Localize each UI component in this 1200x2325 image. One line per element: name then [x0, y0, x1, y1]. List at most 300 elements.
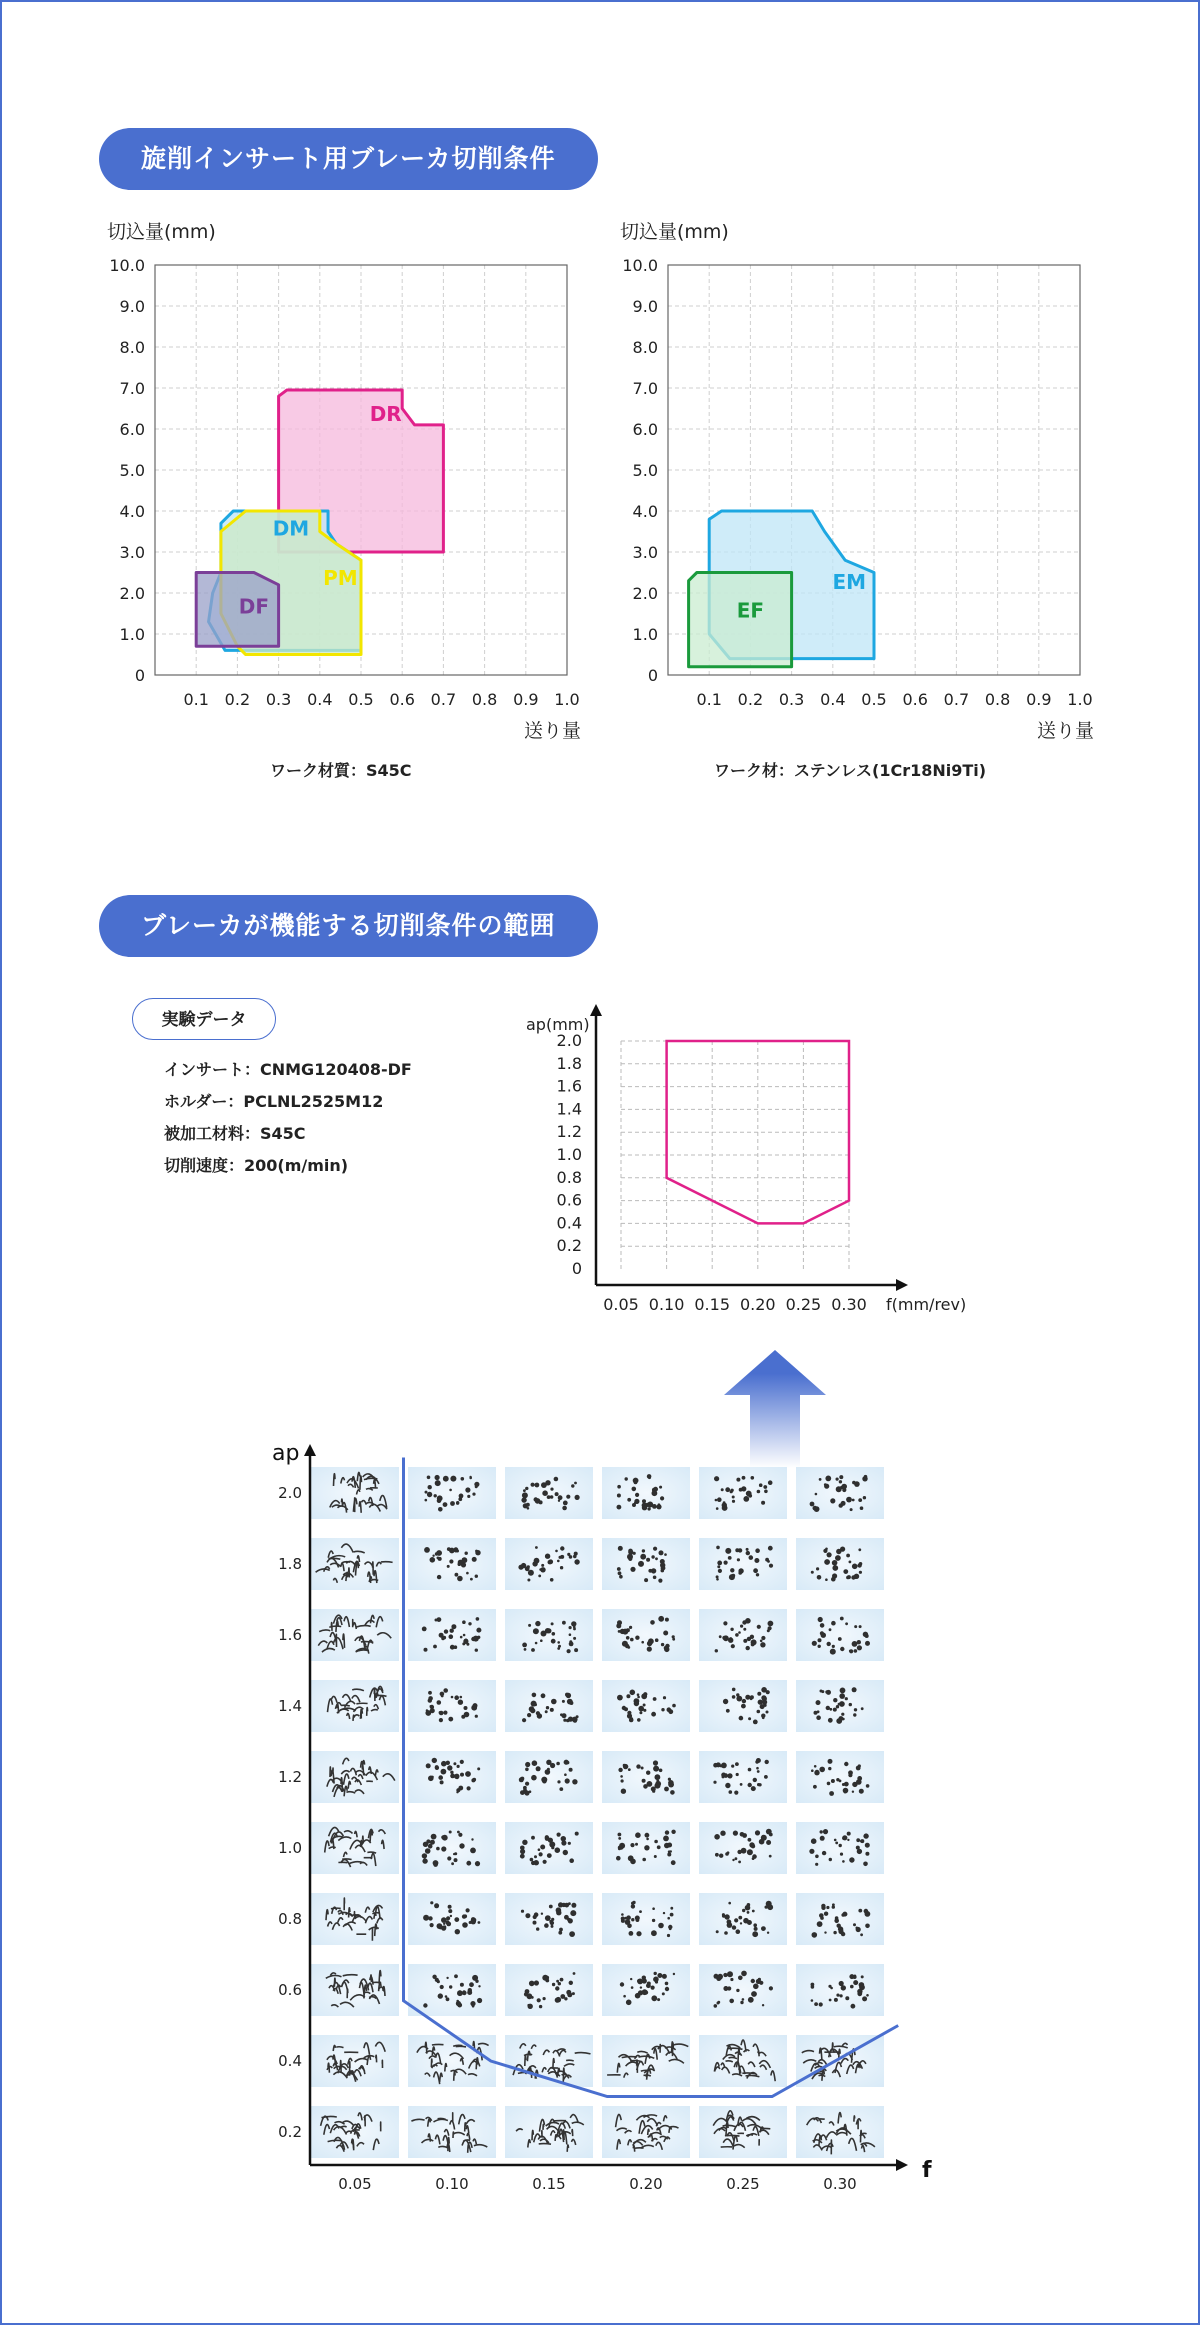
chip-mark	[620, 1982, 624, 1986]
chip-mark	[740, 1783, 743, 1786]
chip-mark	[449, 1831, 452, 1834]
chart-ap-f	[510, 1000, 990, 1330]
chip-mark	[715, 1649, 718, 1652]
chip-photo-cell	[311, 2035, 399, 2087]
chip-mark	[820, 1916, 824, 1920]
y-axis-label: 切込量(mm)	[620, 221, 729, 243]
chip-mark	[820, 1836, 825, 1841]
chip-mark	[673, 2043, 674, 2056]
chip-mark	[761, 1835, 767, 1841]
chip-mark	[558, 1931, 562, 1935]
chip-mark	[449, 1559, 453, 1563]
chip-mark	[441, 1846, 446, 1851]
chip-mark	[520, 1849, 525, 1854]
chip-mark	[564, 1773, 567, 1776]
y-tick-label: 0.2	[556, 1236, 582, 1256]
chip-mark	[373, 1562, 374, 1575]
chip-mark	[541, 1913, 543, 1915]
chip-mark	[430, 1705, 432, 1707]
chip-mark	[714, 1834, 720, 1840]
chip-mark	[441, 1769, 447, 1775]
chip-mark	[841, 1484, 847, 1490]
chip-mark	[838, 1637, 842, 1641]
chip-mark	[641, 1767, 644, 1770]
chip-mark	[856, 1846, 860, 1850]
chip-mark	[652, 1490, 658, 1496]
chip-mark	[864, 1475, 868, 1479]
chip-mark	[564, 1915, 569, 1920]
chip-mark	[564, 1903, 569, 1908]
chip-mark	[673, 1973, 675, 1975]
chip-photo-cell	[796, 1538, 884, 1590]
chip-mark	[671, 1860, 676, 1865]
chip-mark	[569, 1768, 573, 1772]
chip-mark	[566, 2060, 574, 2061]
y-tick-label: 0	[571, 1259, 582, 1278]
chip-mark	[654, 1840, 658, 1844]
chart-ap-f-plot	[526, 1004, 966, 1314]
chip-mark	[527, 1713, 531, 1717]
region-label-dm: DM	[272, 516, 310, 541]
chip-mark	[626, 2000, 632, 2006]
chip-mark	[849, 1649, 853, 1653]
x-tick-label: 0.5	[348, 690, 374, 709]
chip-mark	[812, 1932, 818, 1938]
chip-mark	[531, 1996, 534, 1999]
chip-mark	[672, 1704, 676, 1708]
chip-mark	[829, 1791, 834, 1796]
chip-photo-cell	[311, 1751, 399, 1803]
y-tick-label: 1.8	[278, 1555, 302, 1573]
chip-mark	[565, 1778, 570, 1783]
chip-mark	[554, 1477, 559, 1482]
chip-mark	[831, 1621, 836, 1626]
chip-photo-cell	[699, 1609, 787, 1661]
chip-mark	[528, 1570, 534, 1576]
chip-mark	[450, 1501, 455, 1506]
chip-mark	[540, 1567, 545, 1572]
chip-mark	[721, 1488, 724, 1491]
chip-mark	[472, 1778, 476, 1782]
chip-mark	[657, 1998, 660, 2001]
chip-mark	[848, 1773, 852, 1777]
chip-mark	[813, 1506, 818, 1511]
chip-mark	[539, 1500, 543, 1504]
chip-mark	[425, 1848, 431, 1854]
chip-mark	[567, 1553, 570, 1556]
chip-mark	[573, 1637, 576, 1640]
chip-mark	[751, 1844, 755, 1848]
chip-mark	[863, 1632, 868, 1637]
chip-mark	[819, 1767, 825, 1773]
chip-mark	[428, 1844, 433, 1849]
chip-mark	[741, 1704, 746, 1709]
chip-mark	[573, 1628, 576, 1631]
chip-photo-cell	[505, 1822, 593, 1874]
chip-photo-bg	[311, 1893, 399, 1945]
chip-mark	[569, 1633, 572, 1636]
chart-s45c-plot	[107, 221, 581, 742]
chip-mark	[751, 1639, 757, 1645]
chip-mark	[531, 1701, 537, 1707]
chip-mark	[643, 1692, 647, 1696]
chip-mark	[832, 1645, 835, 1648]
chip-mark	[630, 1638, 634, 1642]
chip-mark	[752, 1910, 755, 1913]
chip-mark	[839, 1480, 842, 1483]
chip-mark	[521, 1497, 526, 1502]
chip-mark	[536, 1862, 539, 1865]
chip-mark	[575, 1832, 579, 1836]
chip-mark	[742, 1998, 745, 2001]
chip-mark	[542, 1490, 548, 1496]
chip-photo-bg	[602, 1467, 690, 1519]
chip-mark	[477, 1767, 480, 1770]
chip-mark	[652, 1504, 657, 1509]
chip-mark	[865, 1852, 869, 1856]
chip-mark	[531, 1836, 535, 1840]
chart-s45c	[90, 210, 610, 750]
chip-mark	[727, 1773, 732, 1778]
chip-mark	[827, 1782, 831, 1786]
x-tick-label: 0.25	[726, 2175, 760, 2190]
chip-mark	[631, 1904, 635, 1908]
chip-mark	[438, 1507, 443, 1512]
chip-mark	[820, 1830, 823, 1833]
chip-mark	[430, 1840, 435, 1845]
chip-mark	[560, 1566, 563, 1569]
chip-mark	[842, 1718, 845, 1721]
chip-mark	[558, 1495, 563, 1500]
chip-mark	[551, 1925, 554, 1928]
chip-photo-cell	[602, 1538, 690, 1590]
chip-mark	[449, 1985, 452, 1988]
chip-mark	[557, 1647, 560, 1650]
chip-mark	[626, 1694, 630, 1698]
chip-photo-bg	[699, 1751, 787, 1803]
chip-mark	[853, 1980, 858, 1985]
chip-mark	[739, 1716, 744, 1721]
chip-mark	[859, 1571, 862, 1574]
chip-mark	[463, 1639, 468, 1644]
chip-mark	[562, 1700, 565, 1703]
chip-mark	[853, 1923, 856, 1926]
chip-mark	[522, 1492, 528, 1498]
chip-mark	[852, 1499, 855, 1502]
chip-mark	[560, 1978, 564, 1982]
chip-mark	[732, 1925, 736, 1929]
chip-mark	[557, 1641, 560, 1644]
chip-mark	[531, 1483, 535, 1487]
chip-mark	[825, 1548, 828, 1551]
x-tick-label: 0.8	[471, 690, 498, 709]
chip-mark	[541, 1693, 546, 1698]
chip-mark	[830, 1498, 835, 1503]
chip-photo-bg	[796, 1893, 884, 1945]
chip-mark	[841, 1932, 845, 1936]
chip-mark	[847, 1839, 849, 1841]
chip-photo-cell	[602, 1467, 690, 1519]
chip-mark	[618, 1847, 621, 1850]
chip-mark	[617, 1505, 622, 1510]
chip-mark	[636, 1764, 640, 1768]
chip-mark	[428, 1691, 432, 1695]
chip-mark	[543, 1860, 547, 1864]
chip-mark	[832, 1573, 837, 1578]
chip-mark	[653, 1547, 657, 1551]
chip-mark	[551, 1639, 556, 1644]
chip-mark	[757, 1490, 761, 1494]
chip-photo-cell	[602, 2035, 690, 2087]
chip-mark	[471, 1705, 477, 1711]
chip-mark	[667, 1843, 672, 1848]
chip-mark	[425, 1499, 428, 1502]
chip-mark	[761, 1926, 766, 1931]
chip-mark	[726, 1709, 730, 1713]
y-axis-label: ap	[272, 1441, 300, 1466]
chip-mark	[457, 1831, 460, 1834]
chip-mark	[623, 1764, 626, 1767]
x-tick-label: 1.0	[1067, 690, 1093, 709]
chip-mark	[816, 1567, 819, 1570]
chip-mark	[463, 1634, 466, 1637]
chip-mark	[732, 1496, 735, 1499]
chip-mark	[861, 1707, 864, 1710]
chip-mark	[865, 1924, 870, 1929]
chip-mark	[719, 1854, 723, 1858]
chip-mark	[718, 1569, 722, 1573]
chip-mark	[432, 1758, 437, 1763]
chip-mark	[533, 1628, 539, 1634]
chip-mark	[529, 1981, 535, 1987]
chip-mark	[635, 1636, 639, 1640]
chip-mark	[748, 1997, 754, 2003]
chip-mark	[458, 1786, 463, 1791]
chip-mark	[440, 1985, 444, 1989]
chip-mark	[817, 1575, 822, 1580]
chip-mark	[817, 1710, 820, 1713]
chip-mark	[457, 2003, 462, 2008]
chip-mark	[746, 1551, 750, 1555]
chip-mark	[668, 1850, 671, 1853]
chip-mark	[458, 1700, 463, 1705]
chip-mark	[572, 1992, 575, 1995]
chip-mark	[531, 1648, 535, 1652]
chip-mark	[450, 1915, 452, 1917]
chip-mark	[721, 1763, 727, 1769]
chip-mark	[374, 1689, 375, 1701]
chip-photo-bg	[505, 1751, 593, 1803]
chip-mark	[436, 1550, 442, 1556]
y-tick-label: 5.0	[119, 461, 145, 480]
y-tick-label: 6.0	[632, 420, 658, 439]
chip-mark	[753, 1720, 758, 1725]
chip-mark	[751, 1991, 757, 1997]
chip-mark	[839, 1981, 844, 1986]
chip-mark	[441, 1835, 445, 1839]
chip-mark	[725, 1487, 730, 1492]
chip-mark	[755, 1548, 760, 1553]
chip-mark	[545, 1915, 551, 1921]
chip-mark	[728, 1556, 732, 1560]
chip-mark	[618, 1571, 622, 1575]
chip-photo-bg	[796, 1609, 884, 1661]
chip-mark	[521, 1910, 524, 1913]
chip-mark	[742, 1909, 745, 1912]
chip-photo-bg	[602, 1751, 690, 1803]
chip-mark	[759, 1483, 763, 1487]
chip-mark	[535, 1642, 538, 1645]
chip-mark	[527, 1565, 530, 1568]
chip-mark	[746, 1646, 750, 1650]
chip-mark	[753, 1568, 758, 1573]
y-tick-label: 1.2	[556, 1122, 582, 1142]
chip-mark	[533, 1915, 537, 1919]
chip-mark	[433, 1645, 437, 1649]
chip-mark	[524, 1992, 528, 1996]
chip-mark	[569, 1858, 574, 1863]
chip-mark	[667, 1934, 670, 1937]
chip-mark	[559, 1928, 563, 1932]
chip-mark	[722, 1636, 726, 1640]
chip-mark	[721, 1773, 726, 1778]
chip-mark	[424, 1547, 430, 1553]
chip-mark	[470, 2001, 475, 2006]
chip-mark	[838, 1703, 841, 1706]
chip-mark	[862, 1996, 867, 2001]
x-tick-label: 0.30	[831, 1295, 867, 1314]
chip-mark	[530, 1708, 535, 1713]
chip-mark	[844, 1762, 848, 1766]
chip-photo-bg	[602, 1538, 690, 1590]
chip-mark	[751, 1979, 755, 1983]
chip-mark	[548, 1559, 553, 1564]
chip-mark	[758, 1783, 761, 1786]
chip-mark	[542, 1975, 548, 1981]
chip-mark	[527, 1579, 530, 1582]
chip-mark	[423, 2003, 427, 2007]
chip-mark	[566, 1495, 570, 1499]
chip-mark	[728, 1638, 733, 1643]
chip-mark	[860, 1839, 864, 1843]
chip-mark	[732, 1695, 736, 1699]
chip-mark	[729, 1790, 733, 1794]
chip-mark	[727, 1986, 731, 1990]
chip-mark	[865, 1641, 870, 1646]
chip-mark	[833, 1698, 837, 1702]
chip-mark	[762, 2004, 764, 2006]
chip-mark	[466, 1908, 470, 1912]
chip-mark	[627, 1713, 632, 1718]
chip-mark	[567, 1649, 571, 1653]
chip-mark	[462, 1922, 468, 1928]
chip-mark	[450, 1645, 455, 1650]
chip-photo-cell	[311, 1893, 399, 1945]
chip-mark	[765, 1760, 769, 1764]
x-tick-label: 0.9	[513, 690, 539, 709]
chip-mark	[540, 1639, 543, 1642]
y-tick-label: 0	[134, 666, 145, 685]
chip-photo-cell	[311, 1822, 399, 1874]
chip-mark	[858, 1498, 862, 1502]
chip-mark	[849, 1703, 852, 1706]
chip-mark	[557, 1833, 561, 1837]
chip-mark	[665, 1618, 669, 1622]
x-tick-label: 0.4	[820, 690, 846, 709]
chip-mark	[459, 1494, 464, 1499]
chip-photo-bg	[505, 2106, 593, 2158]
chip-mark	[652, 1919, 655, 1922]
chip-mark	[539, 2005, 542, 2008]
chip-mark	[460, 1983, 464, 1987]
chip-mark	[648, 1476, 651, 1479]
chip-mark	[670, 1790, 675, 1795]
chip-mark	[760, 1640, 763, 1643]
chip-mark	[363, 1836, 364, 1843]
chip-mark	[618, 1837, 621, 1840]
chip-mark	[849, 1974, 854, 1979]
chip-mark	[729, 1574, 735, 1580]
chip-mark	[832, 1905, 835, 1908]
chip-mark	[461, 1477, 465, 1481]
chip-photo-cell	[311, 2106, 399, 2158]
chip-mark	[525, 1487, 528, 1490]
chip-mark	[715, 1499, 718, 1502]
experiment-speed: 切削速度：200(m/min)	[164, 1156, 349, 1175]
chip-mark	[559, 1556, 562, 1559]
chip-mark	[827, 1552, 832, 1557]
chip-mark	[766, 1840, 771, 1845]
chip-mark	[574, 1648, 578, 1652]
chip-mark	[716, 1575, 719, 1578]
chip-mark	[752, 1931, 758, 1937]
chip-mark	[423, 1915, 429, 1921]
chip-mark	[467, 1990, 472, 1995]
chip-mark	[731, 1765, 734, 1768]
chip-mark	[454, 1695, 459, 1700]
chip-mark	[331, 1623, 332, 1631]
chip-mark	[617, 1695, 623, 1701]
chip-mark	[629, 1931, 634, 1936]
chip-mark	[814, 1770, 819, 1775]
chip-mark	[843, 1569, 848, 1574]
chip-mark	[623, 1995, 626, 1998]
chip-mark	[431, 1776, 434, 1779]
chip-mark	[661, 1708, 664, 1711]
y-tick-label: 1.8	[556, 1053, 582, 1073]
chip-mark	[866, 1994, 869, 1997]
chip-mark	[748, 1717, 751, 1720]
chip-mark	[826, 1706, 830, 1710]
chip-mark	[811, 1985, 815, 1989]
chip-mark	[549, 1905, 553, 1909]
chip-mark	[642, 1549, 645, 1552]
chip-mark	[472, 1975, 478, 1981]
x-tick-label: 1.0	[554, 690, 580, 709]
chip-mark	[650, 1620, 655, 1625]
chip-mark	[531, 1775, 537, 1781]
chip-mark	[736, 1989, 739, 1992]
chip-mark	[764, 1490, 768, 1494]
chip-mark	[655, 1557, 658, 1560]
chip-mark	[654, 1855, 657, 1858]
chip-mark	[828, 1767, 831, 1770]
chip-mark	[716, 1478, 719, 1481]
chip-mark	[525, 1768, 529, 1772]
chip-mark	[566, 1719, 570, 1723]
x-axis-label: f	[922, 2158, 932, 2183]
chip-mark	[836, 1705, 839, 1708]
